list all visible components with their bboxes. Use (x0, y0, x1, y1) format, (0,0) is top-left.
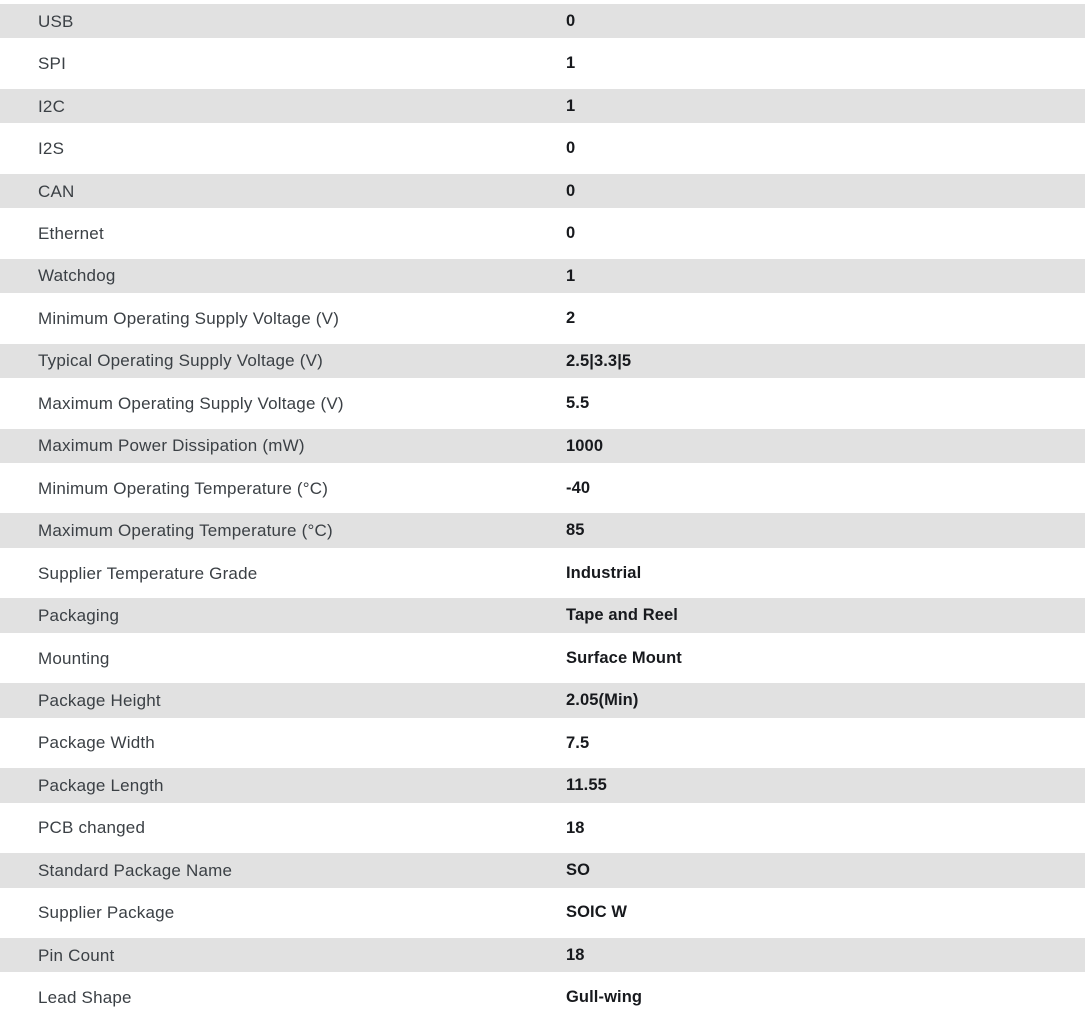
spec-value: -40 (566, 478, 591, 497)
spec-value: SOIC W (566, 903, 628, 922)
spec-value: Gull-wing (566, 988, 643, 1007)
table-row (0, 892, 1085, 934)
spec-label: Watchdog (38, 266, 116, 286)
table-row (0, 85, 1085, 127)
spec-label: Ethernet (38, 223, 104, 243)
spec-label: CAN (38, 181, 75, 201)
spec-value: 1 (566, 96, 576, 115)
spec-label: Pin Count (38, 945, 115, 965)
spec-label: I2S (38, 139, 65, 159)
spec-value: 2.05(Min) (566, 691, 639, 710)
table-row (0, 255, 1085, 297)
spec-label: Supplier Package (38, 903, 175, 923)
table-row (0, 849, 1085, 891)
spec-value: 7.5 (566, 733, 590, 752)
spec-label: Mounting (38, 648, 110, 668)
spec-value: 11.55 (566, 776, 607, 795)
spec-label: Minimum Operating Temperature (°C) (38, 478, 329, 498)
table-row (0, 637, 1085, 679)
table-row (0, 42, 1085, 84)
table-row (0, 467, 1085, 509)
spec-label: Lead Shape (38, 988, 132, 1008)
spec-value: 18 (566, 945, 585, 964)
table-row (0, 212, 1085, 254)
spec-label: I2C (38, 96, 66, 116)
spec-value: 1000 (566, 436, 604, 455)
spec-label: Maximum Operating Supply Voltage (V) (38, 393, 344, 413)
table-row (0, 552, 1085, 594)
spec-value: 0 (566, 181, 576, 200)
table-row (0, 425, 1085, 467)
spec-value: SO (566, 861, 591, 880)
table-row (0, 509, 1085, 551)
table-row (0, 0, 1085, 42)
spec-value: 0 (566, 224, 576, 243)
spec-value: 5.5 (566, 394, 590, 413)
table-row (0, 976, 1085, 1018)
table-row (0, 679, 1085, 721)
spec-value: 2.5|3.3|5 (566, 351, 632, 370)
spec-label: USB (38, 11, 74, 31)
spec-label: SPI (38, 54, 67, 74)
table-row (0, 807, 1085, 849)
spec-value: 1 (566, 266, 576, 285)
table-row (0, 127, 1085, 169)
spec-label: Minimum Operating Supply Voltage (V) (38, 308, 340, 328)
table-row (0, 382, 1085, 424)
table-row (0, 764, 1085, 806)
table-row (0, 170, 1085, 212)
spec-label: Package Width (38, 733, 155, 753)
table-row (0, 594, 1085, 636)
spec-value: 0 (566, 139, 576, 158)
spec-value: 0 (566, 11, 576, 30)
spec-value: 2 (566, 309, 576, 328)
table-row (0, 934, 1085, 976)
spec-value: Surface Mount (566, 648, 682, 667)
spec-label: Package Length (38, 775, 164, 795)
spec-label: Maximum Power Dissipation (mW) (38, 436, 305, 456)
spec-label: Typical Operating Supply Voltage (V) (38, 351, 324, 371)
spec-label: Maximum Operating Temperature (°C) (38, 521, 333, 541)
table-row (0, 340, 1085, 382)
spec-label: Supplier Temperature Grade (38, 563, 258, 583)
spec-value: 85 (566, 521, 585, 540)
spec-value: Industrial (566, 563, 642, 582)
spec-label: Packaging (38, 606, 120, 626)
spec-label: PCB changed (38, 818, 146, 838)
spec-value: Tape and Reel (566, 606, 678, 625)
table-row (0, 722, 1085, 764)
spec-value: 18 (566, 818, 585, 837)
spec-value: 1 (566, 54, 576, 73)
spec-label: Standard Package Name (38, 860, 233, 880)
spec-label: Package Height (38, 690, 161, 710)
table-row (0, 297, 1085, 339)
